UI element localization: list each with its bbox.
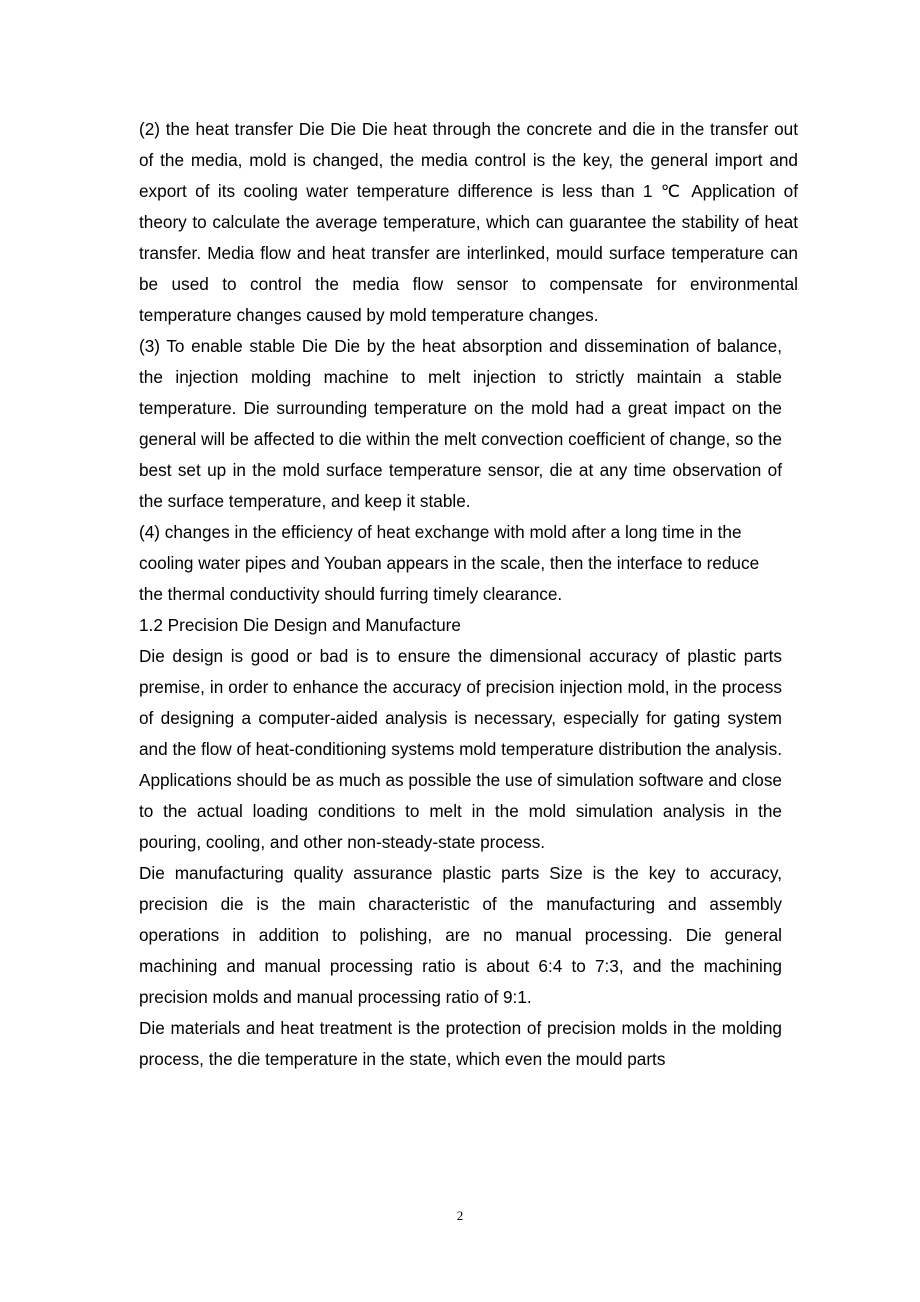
page-number: 2 xyxy=(456,1208,464,1223)
paragraph-die-materials: Die materials and heat treatment is the protection of precision molds in the molding process, the die temperature in the state, which even the mould parts xyxy=(139,1018,782,1069)
paragraph-heat-transfer: (2) the heat transfer Die Die Die heat through the concrete and die in the transfer out of the media, mold is changed, the media control is the key, the general import and export of its cooling water temperature difference is less than 1 ℃ Application of theory to calculate the average temperature, which can guarantee the stability of heat transfer. Media flow and heat transfer are interlinked, mould surface temperature can be used to control the media flow sensor to compensate for environmental temperature changes caused by mold temperature changes. xyxy=(139,119,798,325)
document-body xyxy=(139,114,798,1075)
paragraph-stable-die: (3) To enable stable Die Die by the heat absorption and dissemination of balance, the injection molding machine to melt injection to strictly maintain a stable temperature. Die surrounding temperature on the mold had a great impact on the general will be affected to die within the melt convection coefficient of change, so the best set up in the mold surface temperature sensor, die at any time observation of the surface temperature, and keep it stable. xyxy=(139,336,782,511)
section-heading: 1.2 Precision Die Design and Manufacture xyxy=(139,615,461,635)
paragraph-die-design: Die design is good or bad is to ensure the dimensional accuracy of plastic parts premise, in order to enhance the accuracy of precision injection mold, in the process of designing a computer-aided analysis is necessary, especially for gating system and the flow of heat-conditioning systems mold temperature distribution the analysis. Applications should be as much as possible the use of simulation software and close to the actual loading conditions to melt in the mold simulation analysis in the pouring, cooling, and other non-steady-state process. xyxy=(139,646,782,852)
paragraph-heat-exchange-efficiency: (4) changes in the efficiency of heat exchange with mold after a long time in the cooling water pipes and Youban appears in the scale, then the interface to reduce the thermal conductivity should furring timely clearance. xyxy=(139,522,760,604)
paragraph-die-manufacturing: Die manufacturing quality assurance plastic parts Size is the key to accuracy, precision die is the main characteristic of the manufacturing and assembly operations in addition to polishing, are no manual processing. Die general machining and manual processing ratio is about 6:4 to 7:3, and the machining precision molds and manual processing ratio of 9:1. xyxy=(139,863,782,1007)
